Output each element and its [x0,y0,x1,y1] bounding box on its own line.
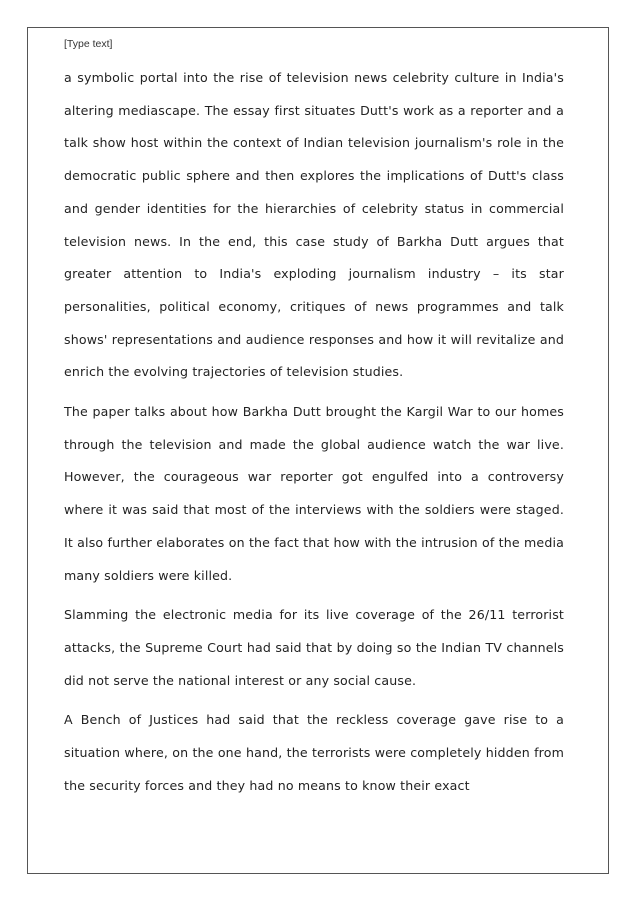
paragraph-3: Slamming the electronic media for its live coverage of the 26/11 terrorist attacks, the Supreme Court had said that by doing so the Indian TV channels did not serve the national interest or any social cause. [64,607,564,688]
paragraph-2: The paper talks about how Barkha Dutt brought the Kargil War to our homes through the television and made the global audience watch the war live. However, the courageous war reporter got engulfed into a controversy where it was said that most of the interviews with the soldiers were staged. It also further elaborates on the fact that how with the intrusion of the media many soldiers were killed. [64,404,564,583]
page-header: [Type text] [64,38,113,50]
paragraph-1: a symbolic portal into the rise of television news celebrity culture in India's altering mediascape. The essay first situates Dutt's work as a reporter and a talk show host within the context of Indian television journalism's role in the democratic public sphere and then explores the implications of Dutt's class and gender identities for the hierarchies of celebrity status in commercial television news. In the end, this case study of Barkha Dutt argues that greater attention to India's exploding journalism industry – its star personalities, political economy, critiques of news programmes and talk shows' representations and audience responses and how it will revitalize and enrich the evolving trajectories of television studies. [64,70,564,380]
document-body [64,62,564,809]
paragraph-4: A Bench of Justices had said that the reckless coverage gave rise to a situation where, on the one hand, the terrorists were completely hidden from the security forces and they had no means to know their exact [64,712,564,793]
